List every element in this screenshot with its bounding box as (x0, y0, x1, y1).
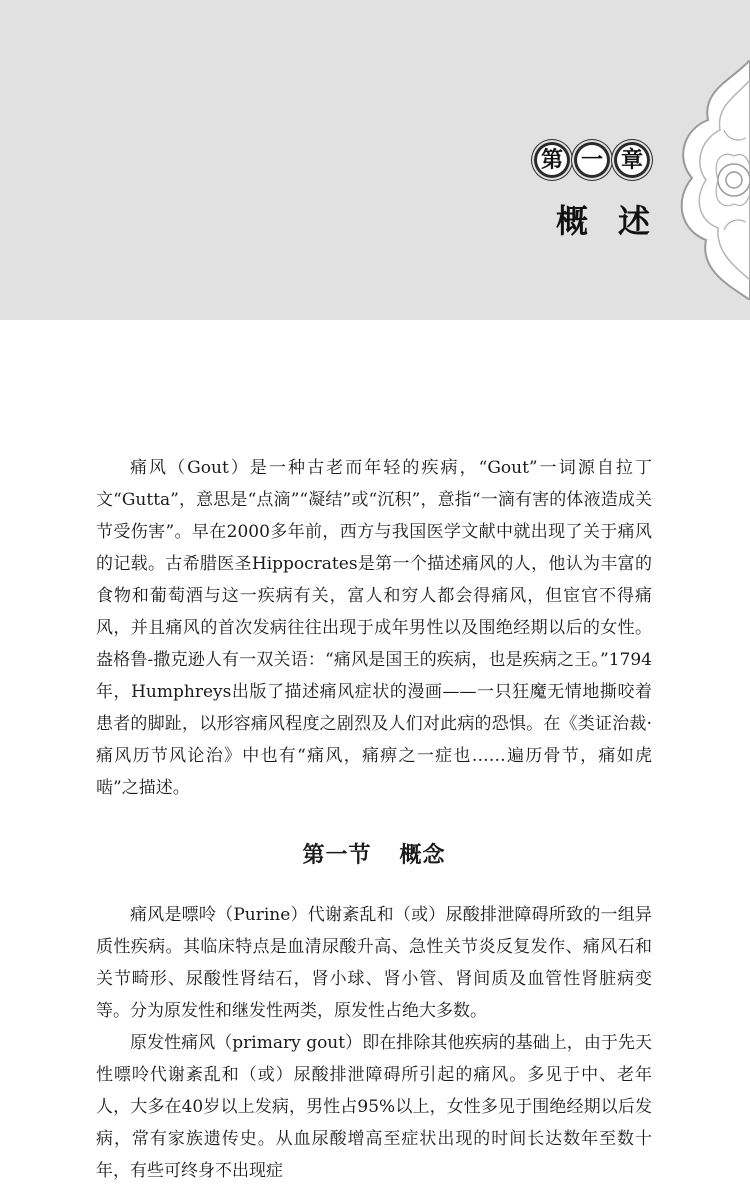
section-paragraph: 原发性痛风（primary gout）即在排除其他疾病的基础上，由于先天性嘌呤代谢紊乱和（或）尿酸排泄障碍所引起的痛风。多见于中、老年人，大多在40岁以上发病，男性占95%以上，女性多见于围绝经期以后发病，常有家族遗传史。从血尿酸增高至症状出现的时间长达数年至数十年，有些可终身不出现症 (96, 1033, 652, 1181)
section-heading (96, 838, 652, 869)
page-body (96, 452, 652, 1187)
chapter-char: 章 (617, 145, 647, 175)
chapter-char-circle (574, 142, 610, 178)
chapter-char: 一 (577, 145, 607, 175)
chapter-char: 第 (537, 145, 567, 175)
section-number: 第一节 (302, 842, 372, 868)
chapter-char-circle (614, 142, 650, 178)
floral-ornament-icon (672, 60, 750, 300)
chapter-header-band (0, 0, 750, 320)
section-paragraph: 痛风是嘌呤（Purine）代谢紊乱和（或）尿酸排泄障碍所致的一组异质性疾病。其临床特点是血清尿酸升高、急性关节炎反复发作、痛风石和关节畸形、尿酸性肾结石，肾小球、肾小管、肾间质及血管性肾脏病变等。分为原发性和继发性两类，原发性占绝大多数。 (96, 905, 652, 1021)
section-name: 概念 (399, 842, 446, 868)
intro-paragraph: 痛风（Gout）是一种古老而年轻的疾病，“Gout”一词源自拉丁文“Gutta”，意思是“点滴”“凝结”或“沉积”，意指“一滴有害的体液造成关节受伤害”。早在2000多年前，西方与我国医学文献中就出现了关于痛风的记载。古希腊医圣Hippocrates是第一个描述痛风的人，他认为丰富的食物和葡萄酒与这一疾病有关，富人和穷人都会得痛风，但宦官不得痛风，并且痛风的首次发病往往出现于成年男性以及围绝经期以后的女性。盎格鲁-撒克逊人有一双关语：“痛风是国王的疾病，也是疾病之王。”1794年，Humphreys出版了描述痛风症状的漫画——一只狂魔无情地撕咬着患者的脚趾，以形容痛风程度之剧烈及人们对此病的恐惧。在《类证治裁·痛风历节风论治》中也有“痛风，痛痹之一症也……遍历骨节，痛如虎啮”之描述。 (96, 458, 652, 798)
chapter-char-circle (534, 142, 570, 178)
chapter-number-label (534, 142, 650, 178)
chapter-title: 概述 (555, 202, 680, 240)
